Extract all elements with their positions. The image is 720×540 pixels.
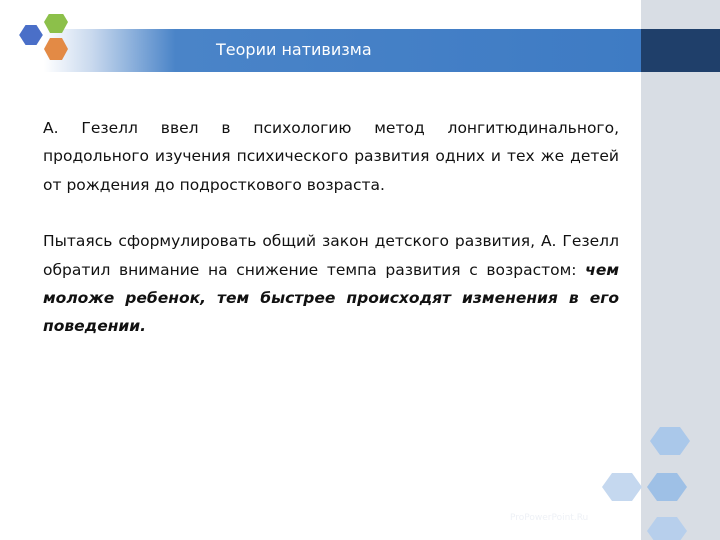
watermark-text: ProPowerPoint.Ru xyxy=(510,513,589,523)
logo-hexagon-orange xyxy=(44,38,68,60)
hexagon-cluster-logo-icon xyxy=(8,14,86,84)
deco-hexagon-3 xyxy=(647,473,687,501)
paragraph-development-law-text: Пытаясь сформулировать общий закон детского развития, А. Гезелл обратил внимание на снижение темпа развития с возрастом: xyxy=(43,232,619,279)
deco-hexagon-2 xyxy=(602,473,642,501)
paragraph-gesell-method: А. Гезелл ввел в психологию метод лонгитюдинального, продольного изучения психического развития одних и тех же детей от рождения до подросткового возраста. xyxy=(43,119,619,194)
slide-body xyxy=(43,114,619,341)
deco-hexagon-1 xyxy=(650,427,690,455)
deco-hexagon-4 xyxy=(647,517,687,540)
paragraph-development-law xyxy=(43,227,619,341)
emphasized-conclusion: чем моложе ребенок, тем быстрее происходят изменения в его поведении. xyxy=(43,260,619,336)
header-dark-block xyxy=(641,29,720,72)
slide-title: Теории нативизма xyxy=(216,40,372,59)
hexagon-decoration-icon xyxy=(600,425,720,540)
logo-hexagon-green xyxy=(44,14,68,33)
